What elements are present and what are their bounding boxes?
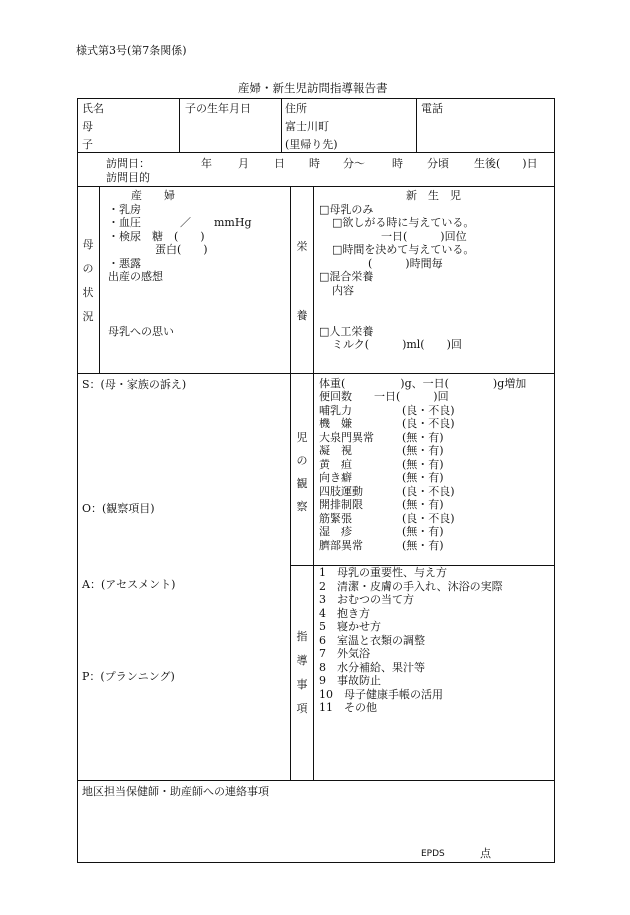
vline-mother-label <box>99 186 100 373</box>
obs-item-choices: (無・有) <box>402 444 444 457</box>
line-after-mother <box>77 373 555 374</box>
guidance-item: 2 清潔・皮膚の手入れ、沐浴の実際 <box>319 580 503 593</box>
guidance-item: 11 その他 <box>319 701 377 714</box>
formula-feeding-option: □人工栄養 <box>319 325 374 338</box>
obs-item-choices: (無・有) <box>402 431 444 444</box>
obs-item-name: 凝 視 <box>319 444 352 457</box>
epds-label: EPDS <box>421 849 445 859</box>
vline-header-1 <box>179 98 180 152</box>
mixed-contents-label: 内容 <box>332 284 354 297</box>
visit-purpose-label: 訪問目的 <box>106 171 150 184</box>
obs-item-name: 筋緊張 <box>319 512 352 525</box>
feed-interval: ( )時間毎 <box>368 257 443 270</box>
obs-item-choices: (無・有) <box>402 471 444 484</box>
obs-item-choices: (無・有) <box>402 498 444 511</box>
guidance-side-label: 指 導 事 項 <box>296 630 308 715</box>
obs-item-name: 臍部異常 <box>319 539 363 552</box>
mother-label: 母 <box>82 120 93 133</box>
soap-assessment: A：(アセスメント) <box>82 578 176 591</box>
child-observation-side-label: 児 の 観 察 <box>296 431 308 513</box>
breast-only-option: □母乳のみ <box>319 203 374 216</box>
obs-item-choices: (無・有) <box>402 539 444 552</box>
breastfeeding-thoughts-label: 母乳への思い <box>108 325 174 338</box>
form-number: 様式第3号(第7条関係) <box>76 44 187 57</box>
mother-heading: 産 婦 <box>131 189 175 202</box>
stool-frequency: 便回数 一日( )回 <box>319 390 449 403</box>
obs-item-name: 黄 疸 <box>319 458 352 471</box>
vline-header-2 <box>281 98 282 152</box>
guidance-item: 1 母乳の重要性、与え方 <box>319 566 447 579</box>
birthdate-label: 子の生年月日 <box>185 102 251 115</box>
obs-item-choices: (良・不良) <box>402 417 455 430</box>
line-after-visit <box>77 186 555 187</box>
visit-minute-from: 分～ <box>343 157 365 170</box>
lochia-label: ・悪露 <box>108 257 141 270</box>
name-label: 氏名 <box>82 102 104 115</box>
vline-side-labels <box>313 186 314 780</box>
feeds-per-day: 一日( )回位 <box>381 230 467 243</box>
address-value: 富士川町 <box>285 120 329 133</box>
birth-impression-label: 出産の感想 <box>108 270 163 283</box>
visit-hour-to: 時 <box>392 157 403 170</box>
visit-day: 日 <box>274 157 285 170</box>
visit-year: 年 <box>201 157 212 170</box>
vline-header-3 <box>416 98 417 152</box>
obs-item-choices: (無・有) <box>402 525 444 538</box>
phone-label: 電話 <box>421 102 443 115</box>
address-label: 住所 <box>285 102 307 115</box>
guidance-item: 6 室温と衣類の調整 <box>319 634 425 647</box>
obs-item-name: 大泉門異常 <box>319 431 374 444</box>
blood-pressure-label: ・血圧 <box>108 216 141 229</box>
guidance-item: 4 抱き方 <box>319 607 370 620</box>
soap-planning: P：(プランニング) <box>82 670 175 683</box>
vline-middle <box>290 186 291 780</box>
newborn-heading: 新 生 児 <box>406 189 461 202</box>
guidance-item: 8 水分補給、果汁等 <box>319 661 425 674</box>
obs-item-name: 向き癖 <box>319 471 352 484</box>
obs-item-choices: (良・不良) <box>402 512 455 525</box>
weight-gain: 体重( )g、一日( )g増加 <box>319 377 527 390</box>
obs-item-choices: (無・有) <box>402 458 444 471</box>
line-before-footer <box>77 780 555 781</box>
breasts-label: ・乳房 <box>108 203 141 216</box>
urine-sugar-label: ・検尿 糖 ( ) <box>108 230 205 243</box>
obs-item-name: 四肢運動 <box>319 485 363 498</box>
guidance-item: 10 母子健康手帳の活用 <box>319 688 443 701</box>
form-frame <box>77 98 555 863</box>
guidance-item: 5 寝かせ方 <box>319 620 381 633</box>
soap-subjective: S：(母・家族の訴え) <box>82 378 187 391</box>
guidance-item: 9 事故防止 <box>319 674 381 687</box>
address-note: (里帰り先) <box>285 138 338 151</box>
guidance-item: 3 おむつの当て方 <box>319 593 414 606</box>
visit-date-label: 訪問日： <box>106 157 150 170</box>
obs-item-choices: (良・不良) <box>402 485 455 498</box>
obs-item-name: 湿 疹 <box>319 525 352 538</box>
liaison-label: 地区担当保健師・助産師への連絡事項 <box>82 785 269 798</box>
scheduled-option: □時間を決めて与えている。 <box>332 243 475 256</box>
mixed-feeding-option: □混合栄養 <box>319 270 374 283</box>
obs-item-name: 開排制限 <box>319 498 363 511</box>
epds-points-label: 点 <box>480 847 491 860</box>
soap-objective: O：(観察項目) <box>82 502 155 515</box>
milk-amount: ミルク( )ml( )回 <box>332 338 462 351</box>
guidance-item: 7 外気浴 <box>319 647 370 660</box>
visit-age-days: 生後( )日 <box>474 157 538 170</box>
urine-protein-label: 蛋白( ) <box>155 243 208 256</box>
obs-item-name: 機 嫌 <box>319 417 352 430</box>
mother-status-side-label: 母 の 状 況 <box>82 238 94 323</box>
child-label: 子 <box>82 138 93 151</box>
visit-minute-to: 分頃 <box>427 157 449 170</box>
blood-pressure-slash: ／ <box>180 216 191 229</box>
line-after-header <box>77 152 555 153</box>
form-title: 産婦・新生児訪問指導報告書 <box>238 81 388 95</box>
visit-month: 月 <box>238 157 249 170</box>
obs-item-name: 哺乳力 <box>319 404 352 417</box>
nutrition-side-label: 栄 養 <box>296 240 308 322</box>
on-demand-option: □欲しがる時に与えている。 <box>332 216 475 229</box>
visit-hour: 時 <box>309 157 320 170</box>
blood-pressure-unit: mmHg <box>214 216 252 229</box>
obs-item-choices: (良・不良) <box>402 404 455 417</box>
